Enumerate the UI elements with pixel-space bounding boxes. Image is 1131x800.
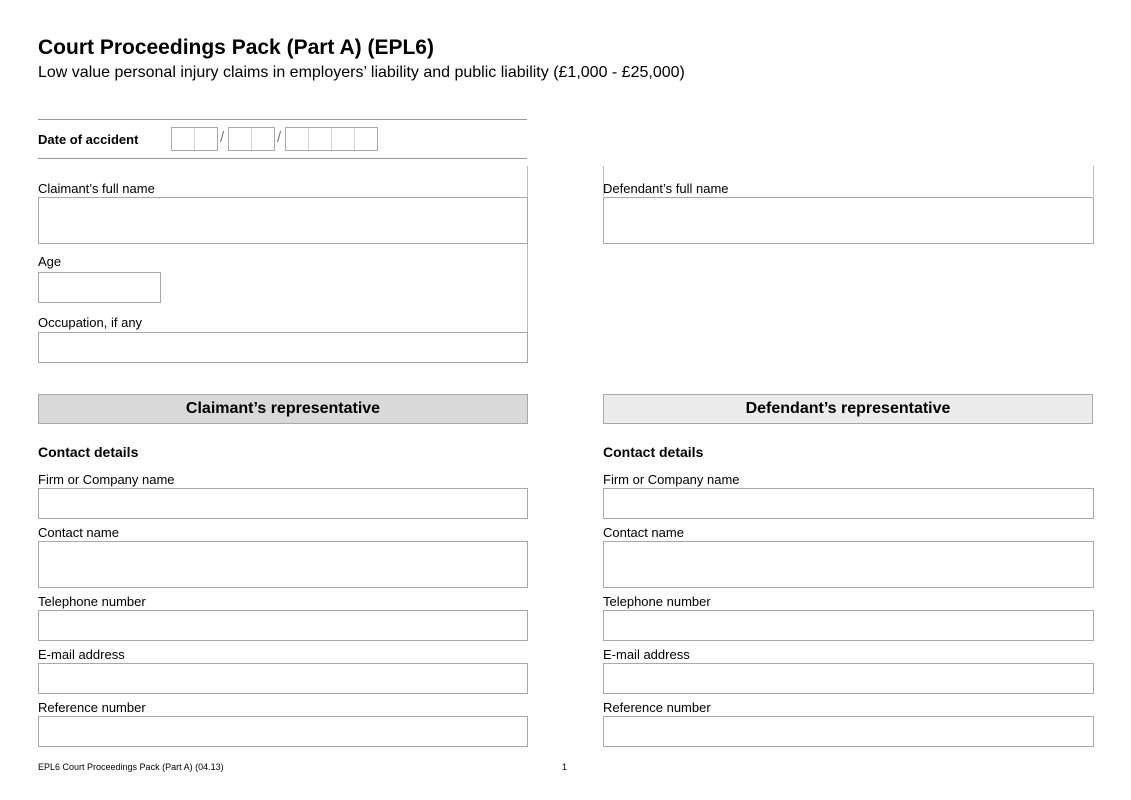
claimant-full-name-label: Claimant’s full name: [38, 181, 155, 196]
defendant-contact-name-field[interactable]: [603, 541, 1094, 588]
defendant-firm-field[interactable]: [603, 488, 1094, 519]
defendant-representative-heading: Defendant’s representative: [603, 394, 1093, 424]
claimant-contact-name-field[interactable]: [38, 541, 528, 588]
date-year-input[interactable]: [285, 127, 378, 151]
page-subtitle: Low value personal injury claims in employers’ liability and public liability (£1,000 - £25,000): [38, 64, 685, 81]
claimant-occupation-label: Occupation, if any: [38, 315, 143, 330]
date-of-accident-label: Date of accident: [38, 132, 139, 147]
defendant-full-name-label: Defendant’s full name: [603, 181, 729, 196]
defendant-contact-name-label: Contact name: [603, 525, 684, 540]
date-day-input[interactable]: [171, 127, 218, 151]
defendant-telephone-label: Telephone number: [603, 594, 711, 609]
claimant-contact-name-label: Contact name: [38, 525, 119, 540]
date-month-input[interactable]: [228, 127, 275, 151]
claimant-representative-heading: Claimant’s representative: [38, 394, 528, 424]
claimant-age-field[interactable]: [38, 272, 161, 303]
claimant-telephone-label: Telephone number: [38, 594, 146, 609]
defendant-email-label: E-mail address: [603, 647, 690, 662]
defendant-email-field[interactable]: [603, 663, 1094, 694]
defendant-contact-details-heading: Contact details: [603, 444, 704, 460]
claimant-contact-details-heading: Contact details: [38, 444, 139, 460]
claimant-reference-label: Reference number: [38, 700, 146, 715]
defendant-telephone-field[interactable]: [603, 610, 1094, 641]
divider-top: [38, 119, 527, 120]
divider-date: [38, 158, 527, 159]
page-title: Court Proceedings Pack (Part A) (EPL6): [38, 36, 434, 59]
defendant-block-border-right: [1093, 166, 1094, 196]
claimant-full-name-field[interactable]: [38, 197, 528, 244]
claimant-age-label: Age: [38, 254, 62, 269]
footer-form-reference: EPL6 Court Proceedings Pack (Part A) (04.13): [38, 762, 224, 772]
date-separator: /: [277, 129, 282, 146]
claimant-telephone-field[interactable]: [38, 610, 528, 641]
defendant-reference-label: Reference number: [603, 700, 711, 715]
claimant-email-label: E-mail address: [38, 647, 125, 662]
date-separator: /: [220, 129, 225, 146]
defendant-reference-field[interactable]: [603, 716, 1094, 747]
footer-page-number: 1: [562, 762, 568, 772]
claimant-firm-label: Firm or Company name: [38, 472, 175, 487]
claimant-reference-field[interactable]: [38, 716, 528, 747]
defendant-firm-label: Firm or Company name: [603, 472, 740, 487]
claimant-email-field[interactable]: [38, 663, 528, 694]
claimant-firm-field[interactable]: [38, 488, 528, 519]
defendant-full-name-field[interactable]: [603, 197, 1094, 244]
claimant-occupation-field[interactable]: [38, 332, 528, 363]
